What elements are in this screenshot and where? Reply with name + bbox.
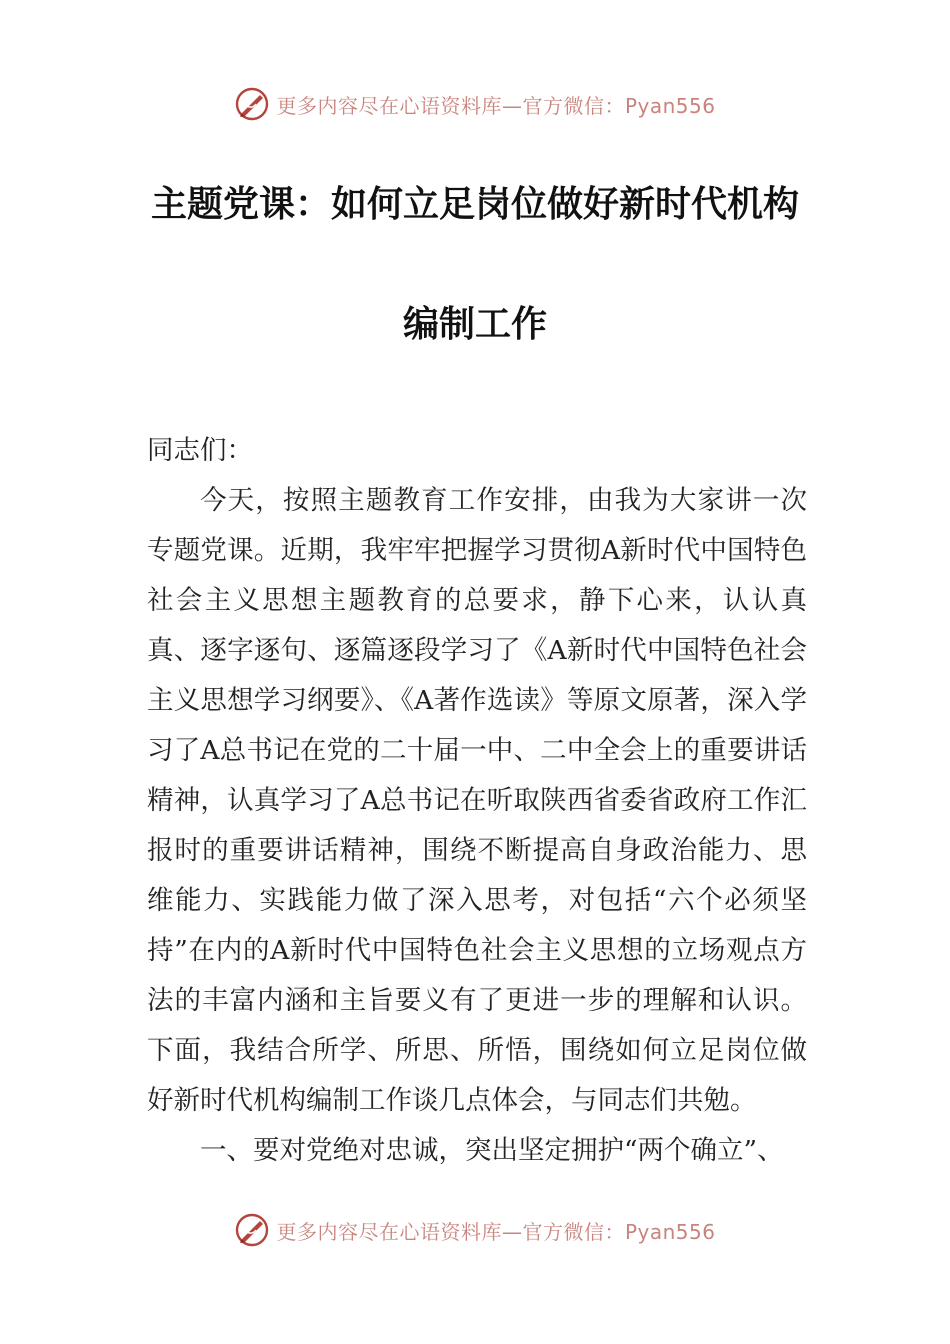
pen-seal-icon [234, 1212, 270, 1248]
watermark-header [0, 82, 950, 126]
watermark-footer [0, 1208, 950, 1252]
document-title: 主题党课：如何立足岗位做好新时代机构 [150, 184, 799, 225]
section-heading-paragraph: 一、要对党绝对忠诚，突出坚定拥护“两个确立”、 [200, 1135, 784, 1166]
watermark-text: 更多内容尽在心语资料库—官方微信：Pyan556 [276, 93, 716, 118]
document-body [147, 426, 807, 1176]
watermark-text: 更多内容尽在心语资料库—官方微信：Pyan556 [276, 1219, 716, 1244]
pen-seal-icon [234, 86, 270, 122]
salutation: 同志们： [147, 435, 253, 466]
paragraph: 今天，按照主题教育工作安排，由我为大家讲一次专题党课。近期，我牢牢把握学习贯彻A新时代中国特色社会主义思想主题教育的总要求，静下心来，认认真真、逐字逐句、逐篇逐段学习了《A新时代中国特色社会主义思想学习纲要》、《A著作选读》等原文原著，深入学习了A总书记在党的二十届一中、二中全会上的重要讲话精神，认真学习了A总书记在听取陕西省委省政府工作汇报时的重要讲话精神，围绕不断提高自身政治能力、思维能力、实践能力做了深入思考，对包括“六个必须坚持”在内的A新时代中国特色社会主义思想的立场观点方法的丰富内涵和主旨要义有了更进一步的理解和认识。下面，我结合所学、所思、所悟，围绕如何立足岗位做好新时代机构编制工作谈几点体会，与同志们共勉。 [147, 485, 807, 1116]
document-title-continued: 编制工作 [402, 304, 547, 345]
